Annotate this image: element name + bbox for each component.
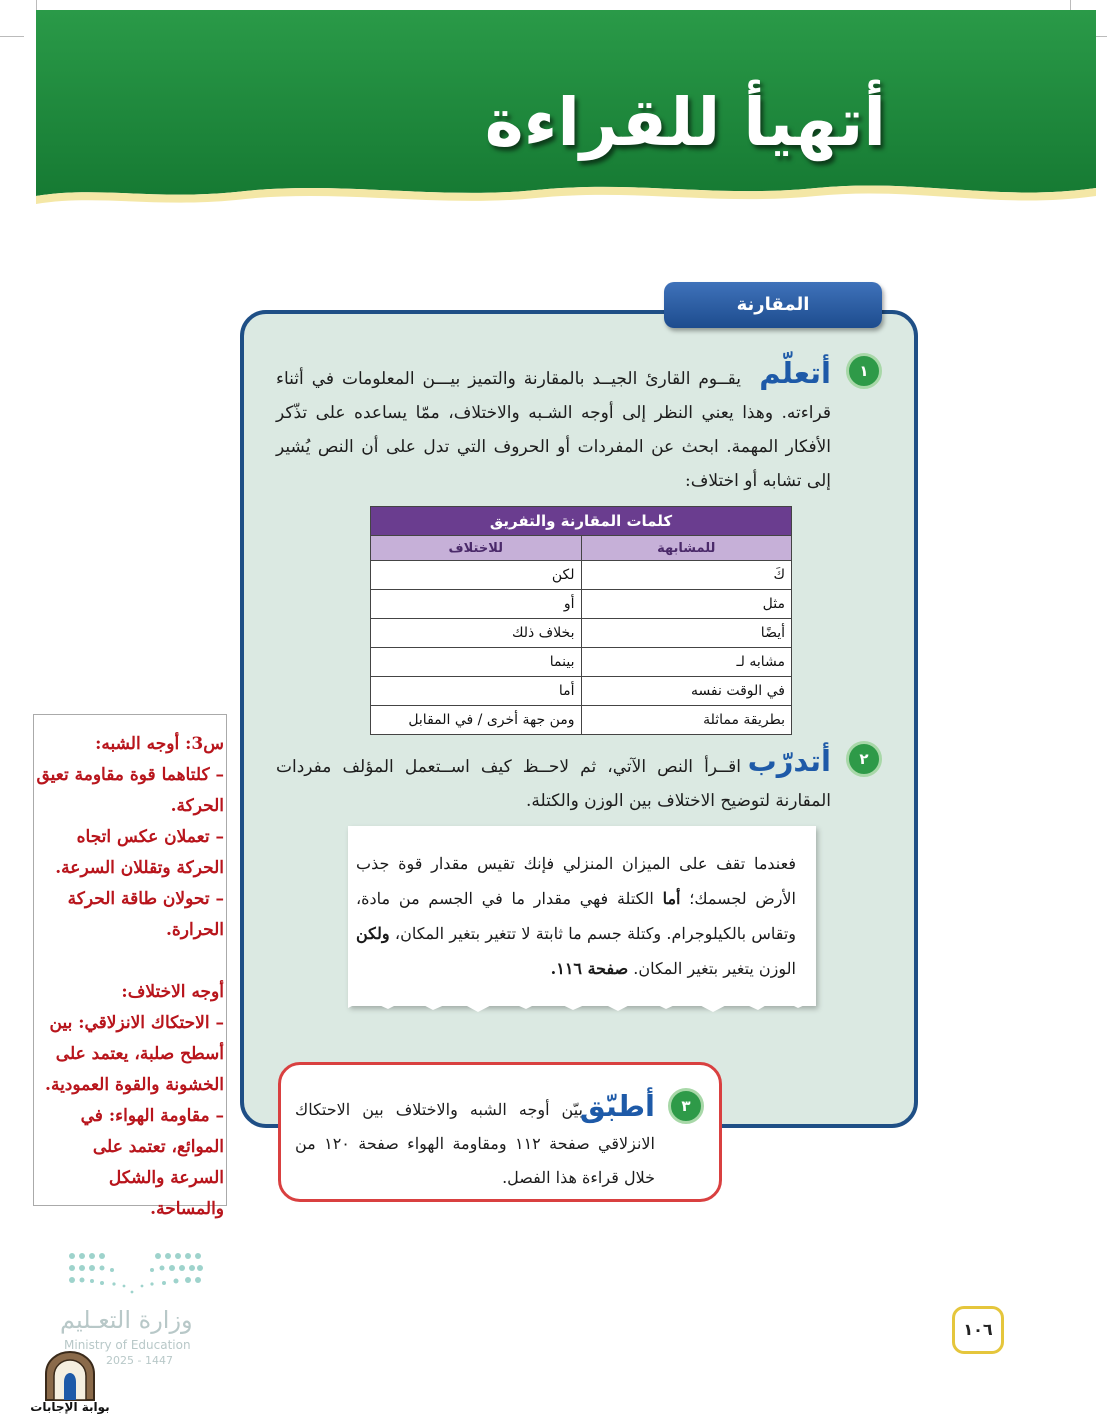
answers-gate-label: بوابة الإجابات (30, 1400, 110, 1414)
answer-line: – الاحتكاك الانزلاقي: بين أسطح صلبة، يعتمد على الخشونة والقوة العمودية. (45, 1013, 224, 1095)
table-row (371, 561, 792, 590)
table-row (371, 590, 792, 619)
answer-line: أوجه الاختلاف: (121, 982, 224, 1002)
learn-text-body: يقــوم القارئ الجيــد بالمقارنة والتميز بيـــن المعلومات في أثناء قراءته. وهذا يعني النظر إلى أوجه الشـبه والاختلاف، ممّا يساعده على تذّكر الأفكار المهمة. ابحث عن المفردات أو الحروف التي تدل على أن النص يُشير إلى تشابه أو اختلاف: (276, 369, 831, 491)
quote-part-1: فعندما تقف على الميزان المنزلي فإنك تقيس مقدار قوة جذب الأرض لجسمك؛ (356, 854, 797, 908)
learn-heading: أتعلّم (759, 356, 831, 390)
panel-tab: المقارنة (664, 282, 882, 328)
table-cell-similarity: مثل (581, 590, 792, 619)
section-number-3: ٣ (668, 1088, 704, 1124)
section-number-1: ١ (846, 353, 882, 389)
table-cell-similarity: في الوقت نفسه (581, 677, 792, 706)
answer-line: – تعملان عكس اتجاه الحركة وتقللان السرعة. (55, 827, 224, 878)
answers-gate-logo (30, 1350, 110, 1420)
table-cell-difference: لكن (371, 561, 582, 590)
ministry-dots-icon (66, 1248, 206, 1298)
comparison-table (370, 506, 792, 735)
table-row (371, 677, 792, 706)
page-number: ١٠٦ (952, 1306, 1004, 1354)
page-title: أتهيأ للقراءة (484, 84, 886, 161)
answer-line: – كلتاهما قوة مقاومة تعيق الحركة. (36, 765, 224, 816)
crop-mark (0, 36, 24, 37)
quote-part-2: الكتلة فهي مقدار ما في الجسم من مادة، وتقاس بالكيلوجرام. وكتلة جسم ما ثابتة لا تتغير بتغير المكان، (356, 889, 796, 943)
answer-line: – تحولان طاقة الحركة الحرارة. (67, 889, 224, 940)
table-header-difference: للاختلاف (371, 536, 582, 561)
table-cell-similarity: مشابه لـ (581, 648, 792, 677)
quote-part-3: الوزن يتغير بتغير المكان. (628, 959, 796, 978)
table-cell-difference: أو (371, 590, 582, 619)
quote-bold-2: ولكن (356, 924, 390, 943)
train-text-body: اقــرأ النص الآتي، ثم لاحــظ كيف اســتعمل المؤلف مفردات المقارنة لتوضيح الاختلاف بين الوزن والكتلة. (276, 757, 831, 811)
quote-page-ref: صفحة ١١٦. (550, 959, 629, 978)
answer-line (34, 946, 224, 977)
section-number-2: ٢ (846, 741, 882, 777)
table-cell-difference: ومن جهة أخرى / في المقابل (371, 706, 582, 735)
table-cell-difference: بينما (371, 648, 582, 677)
table-cell-similarity: كَ (581, 561, 792, 590)
quote-text (356, 846, 796, 986)
apply-text (295, 1093, 655, 1195)
apply-text-body: بيّن أوجه الشبه والاختلاف بين الاحتكاك الانزلاقي صفحة ١١٢ ومقاومة الهواء صفحة ١٢٠ من خلال قراءة هذا الفصل. (295, 1100, 656, 1187)
table-cell-similarity: أيضًا (581, 619, 792, 648)
answer-note-text (34, 729, 224, 1225)
table-cell-difference: أما (371, 677, 582, 706)
table-header-similarity: للمشابهة (581, 536, 792, 561)
train-text (276, 750, 831, 818)
table-row (371, 648, 792, 677)
learn-text (276, 362, 831, 498)
ministry-name-ar: وزارة التعـليم (60, 1306, 193, 1334)
table-row (371, 706, 792, 735)
table-title: كلمات المقارنة والتفريق (371, 507, 792, 536)
ministry-name-en: Ministry of Education (64, 1338, 191, 1352)
table-row (371, 619, 792, 648)
header-banner (36, 10, 1096, 210)
quote-bold-1: أما (662, 889, 681, 908)
ministry-year: 2025 - 1447 (106, 1354, 173, 1367)
answer-line: س3: أوجه الشبه: (95, 734, 224, 754)
gate-icon (40, 1350, 100, 1402)
apply-heading: أطبّق (579, 1089, 655, 1123)
quote-box (348, 826, 816, 1006)
answer-note-box (33, 714, 227, 1219)
train-heading: أتدرّب (747, 744, 831, 778)
torn-edge (348, 990, 816, 1020)
table-cell-difference: بخلاف ذلك (371, 619, 582, 648)
answer-line: – مقاومة الهواء: في الموائع، تعتمد على السرعة والشكل والمساحة. (80, 1106, 224, 1219)
table-cell-similarity: بطريقة مماثلة (581, 706, 792, 735)
